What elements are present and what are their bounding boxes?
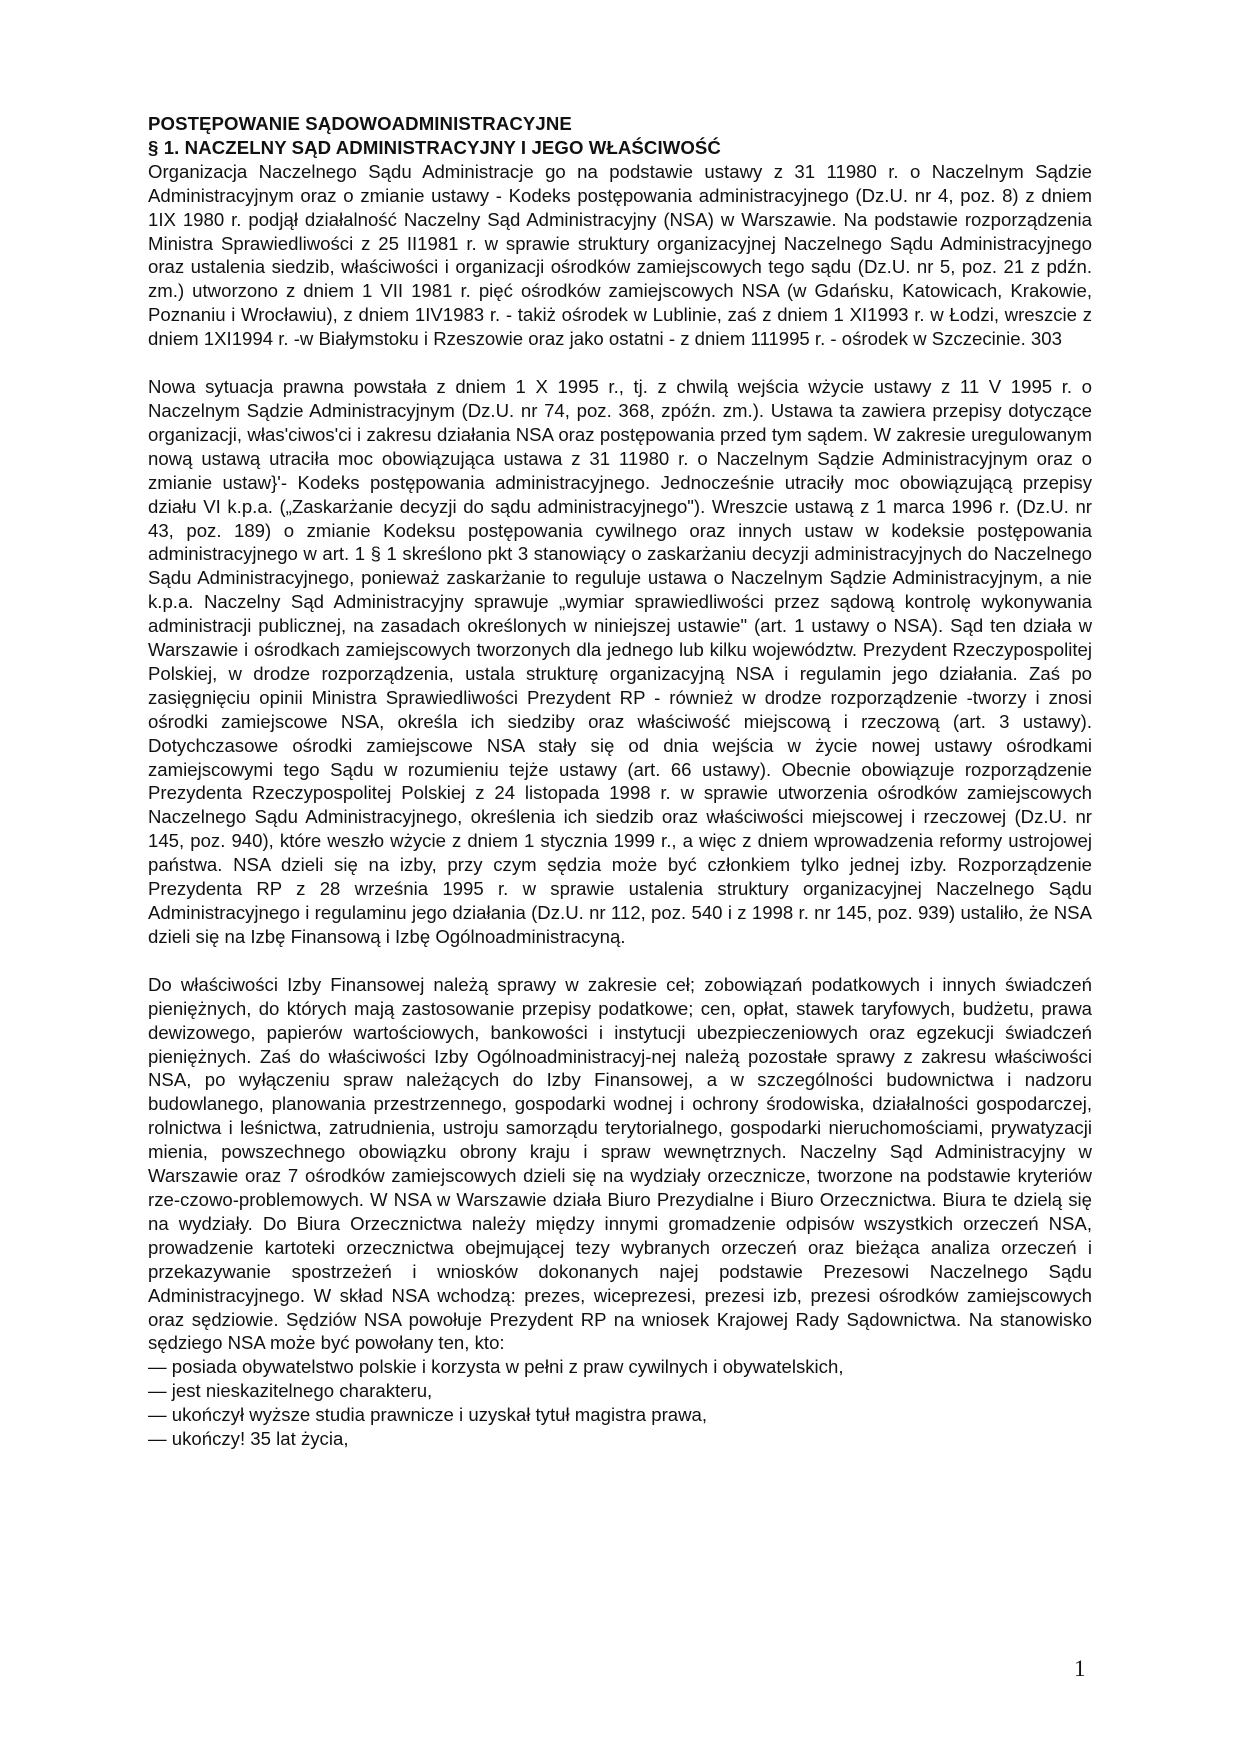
paragraph-chambers-competence: Do właściwości Izby Finansowej należą sprawy w zakresie ceł; zobowiązań podatkowych i innych świadczeń pieniężnych, do których mają zastosowanie przepisy podatkowe; cen, opłat, stawek taryfowych, budżetu, prawa dewizowego, papierów wartościowych, bankowości i instytucji ubezpieczeniowych oraz egzekucji świadczeń pieniężnych. Zaś do właściwości Izby Ogólnoadministracyj-nej należą pozostałe sprawy z zakresu właściwości NSA, po wyłączeniu spraw należących do Izby Finansowej, a w szczególności budownictwa i nadzoru budowlanego, planowania przestrzennego, gospodarki wodnej i ochrony środowiska, działalności gospodarczej, rolnictwa i leśnictwa, zatrudnienia, ustroju samorządu terytorialnego, gospodarki nieruchomościami, prywatyzacji mienia, powszechnego obowiązku obrony kraju i spraw wewnętrznych. Naczelny Sąd Administracyjny w Warszawie oraz 7 ośrodków zamiejscowych dzieli się na wydziały orzecznicze, tworzone na podstawie kryteriów rze-czowo-problemowych. W NSA w Warszawie działa Biuro Prezydialne i Biuro Orzecznictwa. Biura te dzielą się na wydziały. Do Biura Orzecznictwa należy między innymi gromadzenie odpisów wszystkich orzeczeń NSA, prowadzenie kartoteki orzecznictwa obejmującej tezy wybranych orzeczeń oraz bieżąca analiza orzeczeń i przekazywanie spostrzeżeń i wniosków dokonanych najej podstawie Prezesowi Naczelnego Sądu Administracyjnego. W skład NSA wchodzą: prezes, wiceprezesi, prezesi izb, prezesi ośrodków zamiejscowych oraz sędziowie. Sędziów NSA powołuje Prezydent RP na wniosek Krajowej Rady Sądownictwa. Na stanowisko sędziego NSA może być powołany ten, kto: <box>148 973 1092 1354</box>
list-item: — ukończył wyższe studia prawnicze i uzyskał tytuł magistra prawa, <box>148 1404 708 1426</box>
list-item: — ukończy! 35 lat życia, <box>148 1428 349 1450</box>
document-page <box>148 112 1092 1451</box>
paragraph-new-legal-situation: Nowa sytuacja prawna powstała z dniem 1 X 1995 r., tj. z chwilą wejścia wżycie ustawy z 11 V 1995 r. o Naczelnym Sądzie Administracyjnym (Dz.U. nr 74, poz. 368, zpóźn. zm.). Ustawa ta zawiera przepisy dotyczące organizacji, włas'ciwos'ci i zakresu działania NSA oraz postępowania przed tym sądem. W zakresie uregulowanym nową ustawą utraciła moc obowiązująca ustawa z 31 11980 r. o Naczelnym Sądzie Administracyjnym oraz o zmianie ustaw}'- Kodeks postępowania administracyjnego. Jednocześnie utraciły moc obowiązującą przepisy działu VI k.p.a. („Zaskarżanie decyzji do sądu administracyjnego"). Wreszcie ustawą z 1 marca 1996 r. (Dz.U. nr 43, poz. 189) o zmianie Kodeksu postępowania cywilnego oraz innych ustaw w kodeksie postępowania administracyjnego w art. 1 § 1 skreślono pkt 3 stanowiący o zaskarżaniu decyzji administracyjnych do Naczelnego Sądu Administracyjnego, ponieważ zaskarżanie to reguluje ustawa o Naczelnym Sądzie Administracyjnym, a nie k.p.a. Naczelny Sąd Administracyjny sprawuje „wymiar sprawiedliwości przez sądową kontrolę wykonywania administracji publicznej, na zasadach określonych w niniejszej ustawie" (art. 1 ustawy o NSA). Sąd ten działa w Warszawie i ośrodkach zamiejscowych tworzonych dla jednego lub kilku województw. Prezydent Rzeczypospolitej Polskiej, w drodze rozporządzenia, ustala strukturę organizacyjną NSA i regulamin jego działania. Zaś po zasięgnięciu opinii Ministra Sprawiedliwości Prezydent RP - również w drodze rozporządzenie -tworzy i znosi ośrodki zamiejscowe NSA, określa ich siedziby oraz właściwość miejscową i rzeczową (art. 3 ustawy). Dotychczasowe ośrodki zamiejscowe NSA stały się od dnia wejścia w życie nowej ustawy ośrodkami zamiejscowymi tego Sądu w rozumieniu tejże ustawy (art. 66 ustawy). Obecnie obowiązuje rozporządzenie Prezydenta Rzeczypospolitej Polskiej z 24 listopada 1998 r. w sprawie utworzenia ośrodków zamiejscowych Naczelnego Sądu Administracyjnego, określenia ich siedzib oraz właściwości miejscowej i rzeczowej (Dz.U. nr 145, poz. 940), które weszło wżycie z dniem 1 stycznia 1999 r., a więc z dniem wprowadzenia reformy ustrojowej państwa. NSA dzieli się na izby, przy czym sędzia może być członkiem tylko jednej izby. Rozporządzenie Prezydenta RP z 28 września 1995 r. w sprawie ustalenia struktury organizacyjnej Naczelnego Sądu Administracyjnego i regulaminu jego działania (Dz.U. nr 112, poz. 540 i z 1998 r. nr 145, poz. 939) ustaliło, że NSA dzieli się na Izbę Finansową i Izbę Ogólnoadministracyną. <box>148 376 1092 947</box>
section-title: § 1. NACZELNY SĄD ADMINISTRACYJNY I JEGO WŁAŚCIWOŚĆ <box>148 136 721 158</box>
paragraph-gap <box>148 351 1092 375</box>
page-number: 1 <box>1074 1656 1086 1681</box>
list-item: — posiada obywatelstwo polskie i korzysta w pełni z praw cywilnych i obywatelskich, <box>148 1356 844 1378</box>
judge-requirements-list <box>148 1355 1092 1451</box>
document-title: POSTĘPOWANIE SĄDOWOADMINISTRACYJNE <box>148 113 572 134</box>
paragraph-gap <box>148 949 1092 973</box>
list-item: — jest nieskazitelnego charakteru, <box>148 1380 433 1402</box>
paragraph-organization: Organizacja Naczelnego Sądu Administracje go na podstawie ustawy z 31 11980 r. o Naczelnym Sądzie Administracyjnym oraz o zmianie ustawy - Kodeks postępowania administracyjnego (Dz.U. nr 4, poz. 8) z dniem 1IX 1980 r. podjął działalność Naczelny Sąd Administracyjny (NSA) w Warszawie. Na podstawie rozporządzenia Ministra Sprawiedliwości z 25 II1981 r. w sprawie struktury organizacyjnej Naczelnego Sądu Administracyjnego oraz ustalenia siedzib, właściwości i organizacji ośrodków zamiejscowych tego sądu (Dz.U. nr 5, poz. 21 z pdźn. zm.) utworzono z dniem 1 VII 1981 r. pięć ośrodków zamiejscowych NSA (w Gdańsku, Katowicach, Krakowie, Poznaniu i Wrocławiu), z dniem 1IV1983 r. - takiż ośrodek w Lublinie, zaś z dniem 1 XI1993 r. w Łodzi, wreszcie z dniem 1XI1994 r. -w Białymstoku i Rzeszowie oraz jako ostatni - z dniem 111995 r. - ośrodek w Szczecinie. 303 <box>148 160 1092 350</box>
